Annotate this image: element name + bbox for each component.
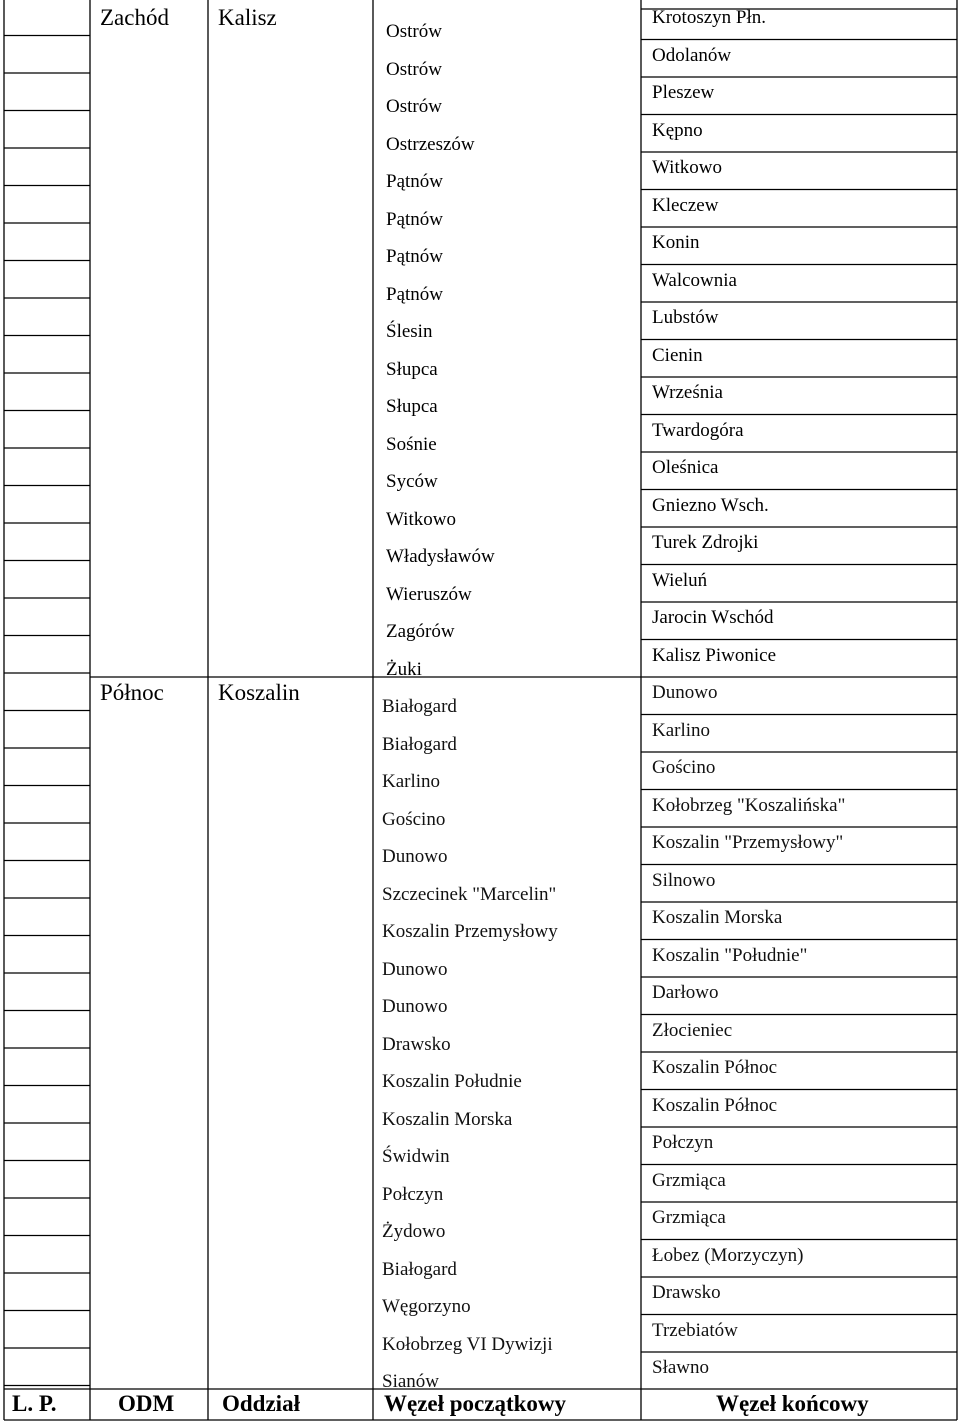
header-wezel-poczatkowy: Węzeł początkowy (384, 1391, 567, 1416)
end-node-cell: Koszalin Północ (652, 1057, 778, 1078)
header-odm: ODM (118, 1391, 175, 1416)
start-node-cell: Szczecinek "Marcelin" (382, 883, 557, 905)
start-node-cell: Władysławów (386, 546, 495, 567)
start-node-cell: Ostrzeszów (386, 133, 475, 155)
start-node-cell: Ostrów (386, 96, 442, 117)
end-node-cell: Konin (652, 232, 700, 253)
end-node-cell: Silnowo (652, 869, 716, 891)
header-oddzial: Oddział (222, 1391, 300, 1416)
oddzial-cell: Koszalin (218, 680, 300, 705)
start-node-cell: Pątnów (386, 246, 443, 267)
end-node-cell: Pleszew (652, 82, 715, 103)
end-node-cell: Walcownia (652, 269, 737, 291)
end-node-cell: Drawsko (652, 1282, 721, 1303)
end-node-cell: Dunowo (652, 682, 718, 703)
end-node-cell: Sławno (652, 1357, 709, 1378)
start-node-cell: Sianów (382, 1371, 439, 1392)
start-node-cell: Gościno (382, 808, 446, 830)
start-node-cell: Drawsko (382, 1033, 451, 1055)
start-node-cell: Pątnów (386, 171, 443, 192)
start-node-cell: Pątnów (386, 208, 443, 230)
end-node-cell: Gościno (652, 757, 716, 778)
end-node-cell: Koszalin "Przemysłowy" (652, 832, 844, 853)
end-node-cell: Kołobrzeg "Koszalińska" (652, 794, 846, 816)
end-node-cell: Wieluń (652, 569, 708, 591)
start-node-cell: Żydowo (382, 1221, 446, 1242)
end-node-cell: Kleczew (652, 194, 719, 216)
end-node-cell: Trzebiatów (652, 1319, 738, 1341)
start-node-cell: Ostrów (386, 21, 442, 42)
end-node-cell: Koszalin "Południe" (652, 944, 808, 966)
end-node-cell: Lubstów (652, 307, 719, 328)
start-node-cell: Kołobrzeg VI Dywizji (382, 1333, 553, 1355)
start-node-cell: Ostrów (386, 58, 442, 80)
end-node-cell: Grzmiąca (652, 1207, 726, 1228)
end-node-cell: Twardogóra (652, 419, 744, 441)
end-node-cell: Krotoszyn Płn. (652, 7, 766, 28)
end-node-cell: Darłowo (652, 982, 719, 1003)
start-node-cell: Słupca (386, 396, 438, 417)
start-node-cell: Syców (386, 471, 438, 492)
start-node-cell: Białogard (382, 696, 457, 717)
oddzial-cell: Kalisz (218, 5, 277, 30)
end-node-cell: Połczyn (652, 1132, 714, 1153)
start-node-cell: Żuki (386, 658, 422, 680)
end-node-cell: Koszalin Morska (652, 907, 783, 928)
end-node-cell: Łobez (Morzyczyn) (652, 1244, 804, 1266)
start-node-cell: Pątnów (386, 283, 443, 305)
start-node-cell: Białogard (382, 1258, 457, 1280)
start-node-cell: Koszalin Południe (382, 1071, 522, 1092)
end-node-cell: Oleśnica (652, 457, 719, 478)
end-node-cell: Witkowo (652, 157, 722, 178)
start-node-cell: Węgorzyno (382, 1296, 471, 1317)
end-node-cell: Kępno (652, 119, 703, 141)
end-node-cell: Koszalin Północ (652, 1094, 778, 1116)
start-node-cell: Karlino (382, 771, 441, 792)
start-node-cell: Połczyn (382, 1183, 444, 1205)
end-node-cell: Złocieniec (652, 1019, 733, 1041)
end-node-cell: Cienin (652, 344, 703, 366)
end-node-cell: Karlino (652, 719, 711, 741)
odm-cell: Północ (100, 680, 164, 705)
start-node-cell: Ślesin (386, 321, 433, 342)
start-node-cell: Koszalin Morska (382, 1108, 513, 1130)
header-lp: L. P. (12, 1391, 57, 1416)
start-node-cell: Koszalin Przemysłowy (382, 921, 558, 942)
start-node-cell: Sośnie (386, 433, 437, 455)
end-node-cell: Września (652, 382, 723, 403)
start-node-cell: Dunowo (382, 996, 448, 1017)
end-node-cell: Kalisz Piwonice (652, 644, 777, 666)
end-node-cell: Jarocin Wschód (652, 607, 774, 628)
start-node-cell: Wieruszów (386, 583, 472, 605)
end-node-cell: Turek Zdrojki (652, 532, 759, 553)
start-node-cell: Białogard (382, 733, 457, 755)
start-node-cell: Dunowo (382, 958, 448, 980)
odm-cell: Zachód (100, 5, 169, 30)
start-node-cell: Dunowo (382, 846, 448, 867)
start-node-cell: Słupca (386, 358, 438, 380)
end-node-cell: Grzmiąca (652, 1169, 726, 1191)
start-node-cell: Zagórów (386, 621, 455, 642)
start-node-cell: Świdwin (382, 1146, 450, 1167)
end-node-cell: Odolanów (652, 44, 732, 66)
end-node-cell: Gniezno Wsch. (652, 494, 769, 516)
header-wezel-koncowy: Węzeł końcowy (716, 1391, 869, 1416)
start-node-cell: Witkowo (386, 508, 456, 530)
